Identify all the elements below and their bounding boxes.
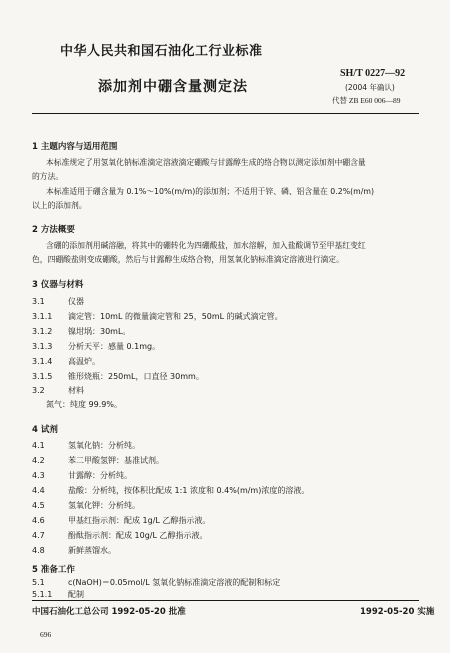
standard-org-header: 中华人民共和国石油化工行业标准 [60, 44, 263, 59]
item-text: 镍坩埚：30mL。 [68, 327, 131, 336]
item-number: 4.6 [32, 516, 45, 525]
section-1-paragraph-1-line-2: 的方法。 [32, 172, 64, 181]
item-text: 高温炉。 [68, 357, 100, 366]
replaces-code: 代替 ZB E60 006—89 [332, 96, 401, 105]
item-number: 4.5 [32, 501, 45, 510]
item-text: 滴定管：10mL 的微量滴定管和 25，50mL 的碱式滴定管。 [68, 312, 283, 321]
list-item [32, 440, 140, 451]
list-item [32, 530, 208, 541]
list-item [32, 577, 280, 588]
standard-code: SH/T 0227—92 [340, 68, 406, 79]
section-5-heading: 5 准备工作 [32, 565, 75, 575]
section-2-paragraph-line-2: 色，四硼酸盐则变成硼酸，然后与甘露醇生成络合物，用氢氧化钠标准滴定溶液进行滴定。 [32, 255, 344, 264]
list-item [32, 326, 130, 337]
list-item [32, 371, 204, 382]
confirm-year: (2004 年确认) [345, 83, 395, 92]
section-2-heading: 2 方法概要 [32, 225, 75, 235]
item-text: 配制 [68, 590, 84, 599]
list-item [32, 385, 84, 396]
nitrogen-purity: 氮气：纯度 99.9%。 [46, 400, 122, 409]
implementation-date: 1992-05-20 实施 [360, 607, 435, 617]
item-number: 4.7 [32, 531, 45, 540]
item-number: 4.4 [32, 486, 45, 495]
list-item [32, 470, 132, 481]
list-item [32, 296, 84, 307]
item-number: 4.2 [32, 456, 45, 465]
list-item [32, 356, 100, 367]
list-item [32, 589, 84, 600]
item-number: 3.1.2 [32, 327, 53, 336]
item-text: 甲基红指示剂：配成 1g/L 乙醇指示液。 [68, 516, 211, 525]
item-text: 盐酸：分析纯，按体积比配成 1:1 浓度和 0.4%(m/m)浓度的溶液。 [68, 486, 310, 495]
list-item [32, 515, 210, 526]
list-item [32, 485, 309, 496]
item-number: 5.1.1 [32, 590, 53, 599]
list-item [32, 545, 116, 556]
item-text: 分析天平：感量 0.1mg。 [68, 342, 161, 351]
item-number: 4.8 [32, 546, 45, 555]
footer-divider [32, 600, 419, 601]
section-1-heading: 1 主题内容与适用范围 [32, 142, 118, 152]
document-title: 添加剂中硼含量测定法 [98, 79, 248, 95]
item-number: 3.2 [32, 386, 45, 395]
item-text: 新鲜蒸馏水。 [68, 546, 116, 555]
item-number: 4.1 [32, 441, 45, 450]
item-number: 4.3 [32, 471, 45, 480]
section-1-paragraph-2-line-2: 以上的添加剂。 [32, 201, 87, 210]
section-1-paragraph-1-line-1: 本标准规定了用氢氧化钠标准滴定溶液滴定硼酸与甘露醇生成的络合物以测定添加剂中硼含量 [46, 158, 366, 167]
item-text: 仪器 [68, 297, 84, 306]
item-text: 材料 [68, 386, 84, 395]
section-2-paragraph-line-1: 含硼的添加剂用碱溶融，将其中的硼转化为四硼酸盐，加水溶解，加入盐酸调节至甲基红变红 [46, 241, 366, 250]
item-text: 氢氧化钠：分析纯。 [68, 441, 140, 450]
item-number: 5.1 [32, 578, 45, 587]
item-text: c(NaOH)＝0.05mol/L 氢氧化钠标准滴定溶液的配制和标定 [68, 578, 281, 587]
header-divider [32, 113, 419, 114]
item-number: 3.1.1 [32, 312, 53, 321]
list-item [32, 455, 164, 466]
list-item [32, 311, 283, 322]
list-item [32, 500, 140, 511]
section-4-heading: 4 试剂 [32, 425, 58, 435]
page-number: 696 [40, 630, 52, 639]
item-number: 3.1.3 [32, 342, 53, 351]
item-text: 甘露醇：分析纯。 [68, 471, 132, 480]
item-number: 3.1 [32, 297, 45, 306]
item-text: 苯二甲酸氢钾：基准试剂。 [68, 456, 164, 465]
section-3-heading: 3 仪器与材料 [32, 280, 84, 290]
list-item [32, 341, 160, 352]
item-number: 3.1.4 [32, 357, 53, 366]
item-text: 氢氧化钾：分析纯。 [68, 501, 140, 510]
item-text: 锥形烧瓶：250mL，口直径 30mm。 [68, 372, 204, 381]
item-text: 酚酞指示剂：配成 10g/L 乙醇指示液。 [68, 531, 208, 540]
approval-line: 中国石油化工总公司 1992-05-20 批准 [32, 607, 186, 617]
item-number: 3.1.5 [32, 372, 53, 381]
section-1-paragraph-2-line-1: 本标准适用于硼含量为 0.1%～10%(m/m)的添加剂；不适用于锌、磷、铝含量在 0.2%(m/m) [46, 187, 375, 196]
